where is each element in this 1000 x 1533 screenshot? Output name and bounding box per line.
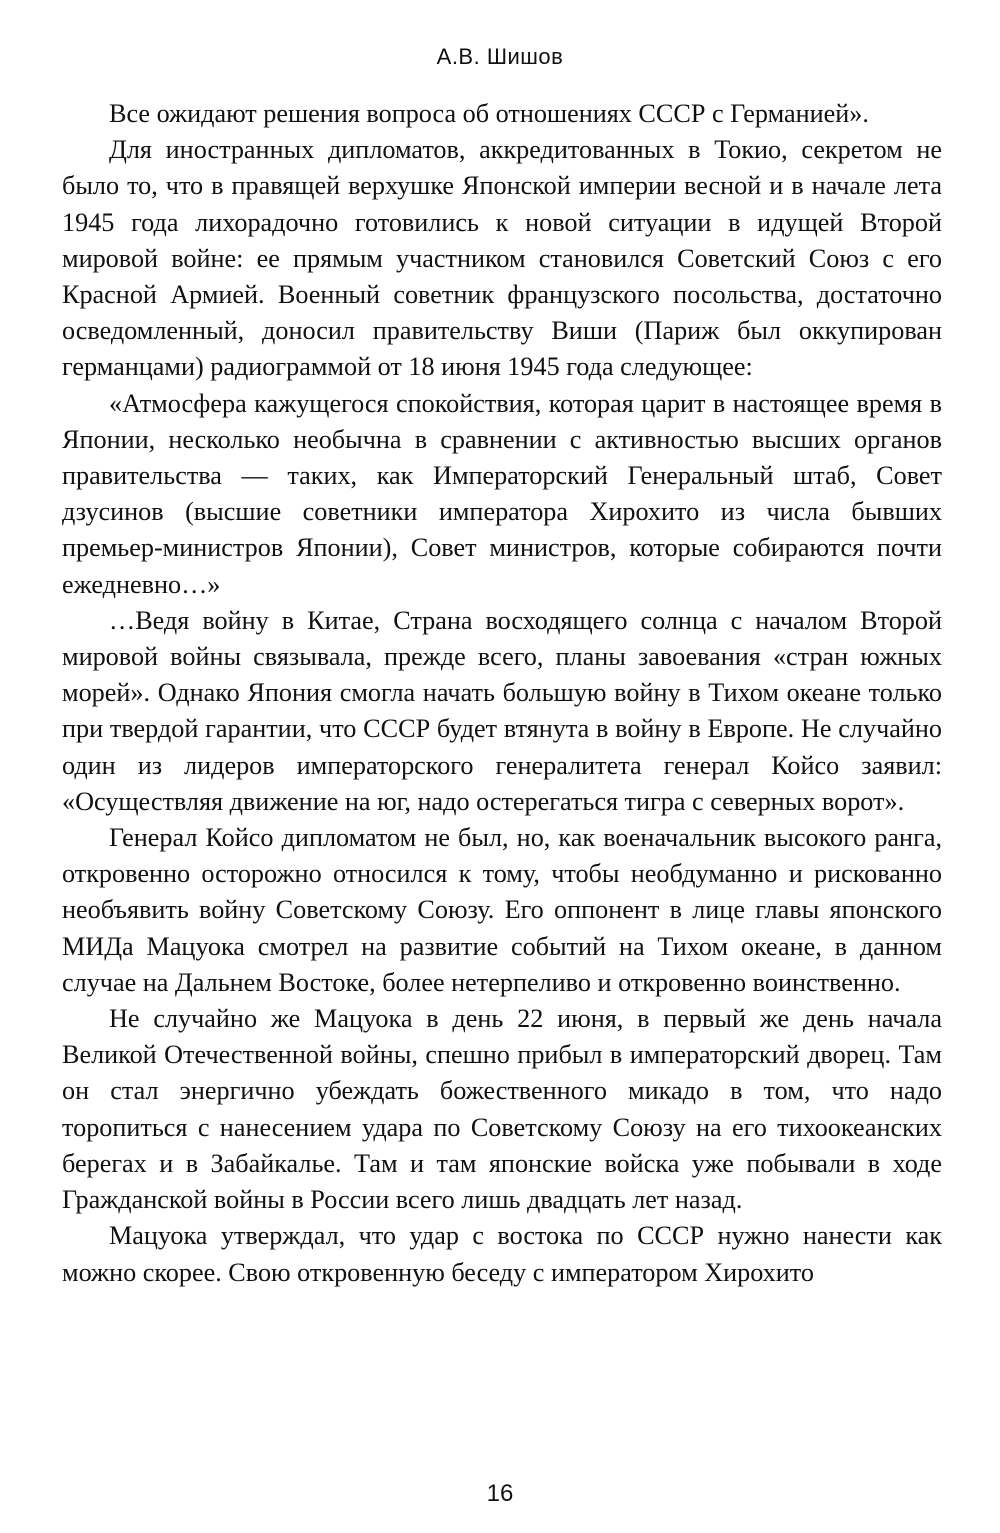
paragraph: Генерал Койсо дипломатом не был, но, как военачальник высокого ранга, откровенно осторожно относился к тому, чтобы необдуманно и рискованно необъявить войну Советскому Союзу. Его оппонент в лице главы японского МИДа Мацуока смотрел на развитие событий на Тихом океане, в данном случае на Дальнем Востоке, более нетерпеливо и откровенно воинственно. xyxy=(62,823,942,997)
paragraph: …Ведя войну в Китае, Страна восходящего солнца с началом Второй мировой войны связывала, прежде всего, планы завоевания «стран южных морей». Однако Япония смогла начать большую войну в Тихом океане только при твердой гарантии, что СССР будет втянута в войну в Европе. Не случайно один из лидеров императорского генералитета генерал Койсо заявил: «Осуществляя движение на юг, надо остерегаться тигра с северных ворот». xyxy=(62,605,942,816)
body-text xyxy=(62,96,942,1291)
paragraph: Мацуока утверждал, что удар с востока по СССР нужно нанести как можно скорее. Свою откровенную беседу с императором Хирохито xyxy=(62,1221,942,1287)
quote-paragraph: «Атмосфера кажущегося спокойствия, которая царит в настоящее время в Японии, несколько необычна в сравнении с активностью высших органов правительства — таких, как Императорский Генеральный штаб, Совет дзусинов (высшие советники императора Хирохито из числа бывших премьер-министров Японии), Совет министров, которые собираются почти ежедневно…» xyxy=(62,388,942,599)
running-header: А.В. Шишов xyxy=(436,44,564,69)
paragraph: Не случайно же Мацуока в день 22 июня, в первый же день начала Великой Отечественной войны, спешно прибыл в императорский дворец. Там он стал энергично убеждать божественного микадо в том, что надо торопиться с нанесением удара по Советскому Союзу на его тихоокеанских берегах и в Забайкалье. Там и там японские войска уже побывали в ходе Гражданской войны в России всего лишь двадцать лет назад. xyxy=(62,1004,942,1215)
page-number: 16 xyxy=(486,1480,514,1507)
paragraph: Для иностранных дипломатов, аккредитованных в Токио, секретом не было то, что в правящей верхушке Японской империи весной и в начале лета 1945 года лихорадочно готовились к новой ситуации в идущей Второй мировой войне: ее прямым участником становился Советский Союз с его Красной Армией. Военный советник французского посольства, достаточно осведомленный, доносил правительству Виши (Париж был оккупирован германцами) радиограммой от 18 июня 1945 года следующее: xyxy=(62,135,942,382)
paragraph: Все ожидают решения вопроса об отношениях СССР с Германией». xyxy=(109,99,869,128)
